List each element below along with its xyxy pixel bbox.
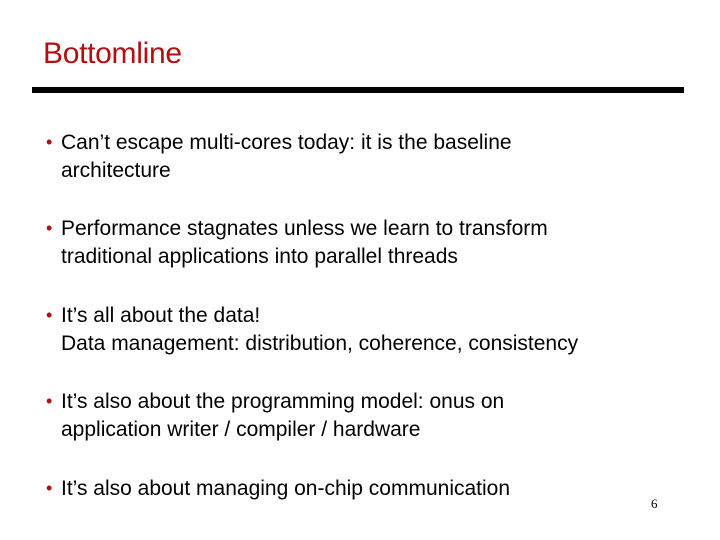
bullet-text: Can’t escape multi-cores today: it is the baseline <box>61 131 512 154</box>
bullet-marker: • <box>46 391 53 411</box>
bullet-item-5 <box>46 474 686 503</box>
bullet-marker: • <box>46 218 53 238</box>
bullet-line <box>46 128 686 157</box>
bullet-marker: • <box>46 132 53 152</box>
bullet-line <box>46 301 686 330</box>
bullet-text: It’s all about the data! <box>61 304 261 327</box>
bullet-marker: • <box>46 305 53 325</box>
bullet-text: Performance stagnates unless we learn to transform <box>61 217 548 240</box>
bullet-line <box>46 474 686 503</box>
bullet-text: It’s also about the programming model: onus on <box>61 390 505 413</box>
slide-title: Bottomline <box>43 37 182 70</box>
bullet-item-1 <box>46 128 686 185</box>
bullet-continuation: application writer / compiler / hardware <box>61 418 421 441</box>
bullet-continuation: traditional applications into parallel threads <box>61 245 458 268</box>
bullet-item-4 <box>46 387 686 444</box>
bullet-continuation: Data management: distribution, coherence, consistency <box>61 332 579 355</box>
bullet-marker: • <box>46 478 53 498</box>
bullet-item-2 <box>46 214 686 271</box>
bullet-continuation: architecture <box>61 159 171 182</box>
bullet-item-3 <box>46 301 686 358</box>
bullet-line <box>46 214 686 243</box>
bullet-text: It’s also about managing on-chip communication <box>61 477 511 500</box>
page-number: 6 <box>651 496 658 511</box>
bullet-line <box>46 387 686 416</box>
